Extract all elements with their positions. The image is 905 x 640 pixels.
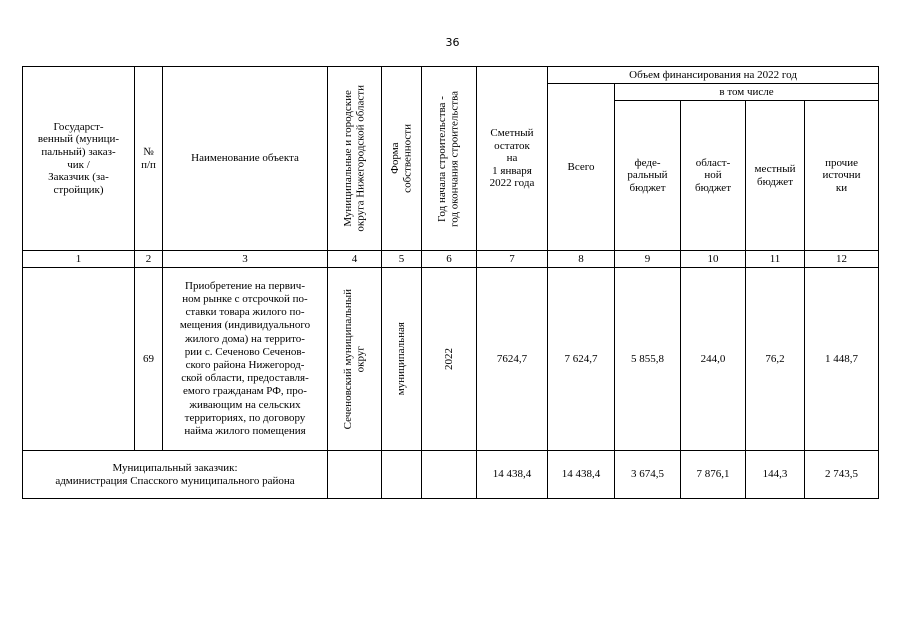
column-number: 10 [681,251,746,268]
row-customer [23,268,135,451]
header-including: в том числе [615,84,879,101]
row-local: 76,2 [746,268,805,451]
column-number: 9 [615,251,681,268]
header-other: прочие источни ки [805,101,879,251]
total-local: 144,3 [746,451,805,499]
column-number: 11 [746,251,805,268]
row-total: 7 624,7 [548,268,615,451]
header-municipality: Муниципальные и городские округа Нижегородской области [328,67,382,251]
header-row-1 [23,67,879,84]
row-number: 69 [135,268,163,451]
column-number: 3 [163,251,328,268]
total-row-empty [382,451,422,499]
column-number: 7 [477,251,548,268]
column-number-row [23,251,879,268]
column-number: 5 [382,251,422,268]
row-estimated-balance: 7624,7 [477,268,548,451]
header-years: Год начала строительства - год окончания строительства [422,67,477,251]
header-object-name: Наименование объекта [163,67,328,251]
row-ownership: муниципальная [382,268,422,451]
column-number: 6 [422,251,477,268]
row-year: 2022 [422,268,477,451]
total-regional: 7 876,1 [681,451,746,499]
total-other: 2 743,5 [805,451,879,499]
total-estimated-balance: 14 438,4 [477,451,548,499]
row-object-name: Приобретение на первич- ном рынке с отсрочкой по- ставки товара жилого по- мещения (индивидуального жилого дома) на террито- рии с. Сеченово Сеченов- ского района Нижегород- ской области, предоставля- емого гражданам РФ, про- живающим на сельских территориях, по договору найма жилого помещения [163,268,328,451]
header-federal: феде- ральный бюджет [615,101,681,251]
column-number: 1 [23,251,135,268]
total-row-empty [328,451,382,499]
header-ownership: Форма собственности [382,67,422,251]
header-local: местный бюджет [746,101,805,251]
column-number: 12 [805,251,879,268]
row-municipality: Сеченовский муниципальный округ [328,268,382,451]
page-number: 36 [445,36,460,49]
row-other: 1 448,7 [805,268,879,451]
total-row [23,451,879,499]
header-estimated-balance: Сметный остаток на 1 января 2022 года [477,67,548,251]
total-row-empty [422,451,477,499]
header-customer: Государст- венный (муници- пальный) заказ- чик / Заказчик (за- стройщик) [23,67,135,251]
header-regional: област- ной бюджет [681,101,746,251]
total-total: 14 438,4 [548,451,615,499]
row-regional: 244,0 [681,268,746,451]
column-number: 4 [328,251,382,268]
header-number: № п/п [135,67,163,251]
row-federal: 5 855,8 [615,268,681,451]
table-row [23,268,879,451]
total-federal: 3 674,5 [615,451,681,499]
column-number: 8 [548,251,615,268]
header-total: Всего [548,84,615,251]
financing-table [22,66,879,499]
header-financing-volume: Объем финансирования на 2022 год [548,67,879,84]
total-row-label: Муниципальный заказчик: администрация Спасского муниципального района [23,451,328,499]
column-number: 2 [135,251,163,268]
